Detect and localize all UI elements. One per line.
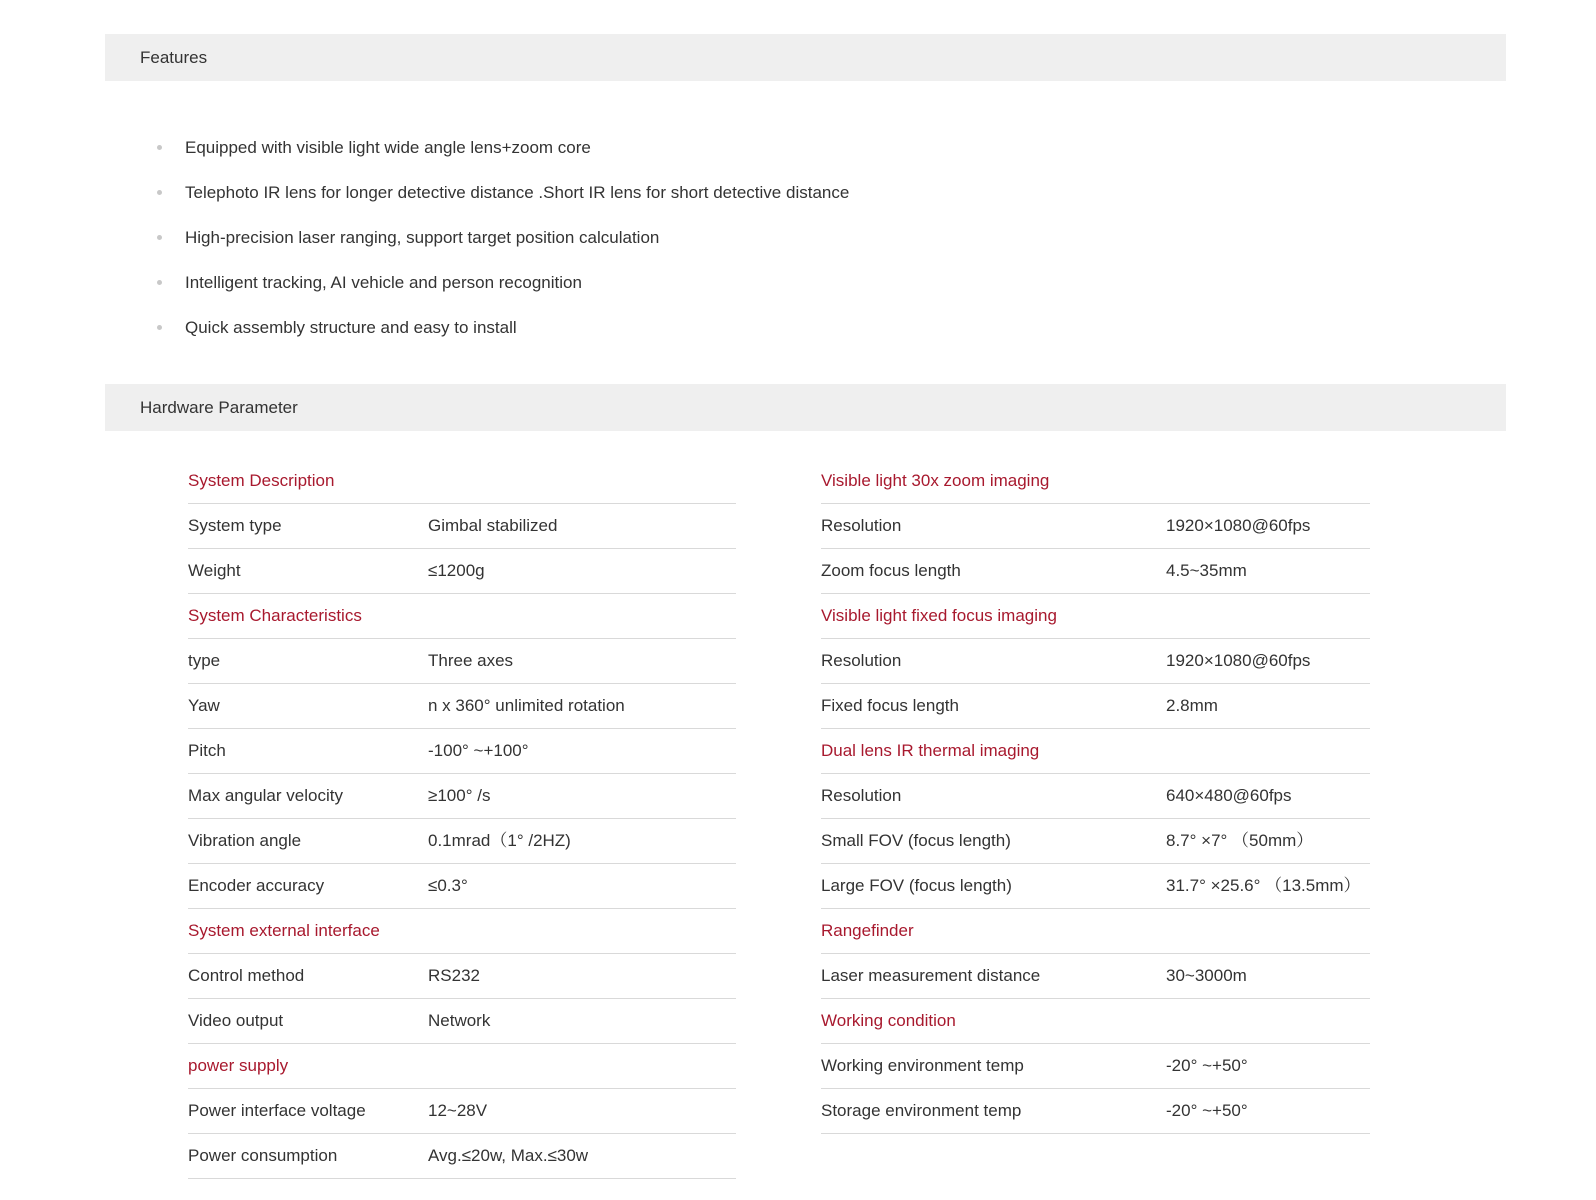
feature-text: Intelligent tracking, AI vehicle and person recognition <box>185 273 582 292</box>
spec-row <box>188 504 736 549</box>
spec-row <box>821 639 1370 684</box>
spec-row <box>821 1089 1370 1134</box>
spec-label: Large FOV (focus length) <box>821 876 1012 895</box>
spec-column-right <box>821 459 1370 1134</box>
features-section-header <box>105 34 1506 81</box>
spec-label: Fixed focus length <box>821 696 959 715</box>
spec-group-title: Dual lens IR thermal imaging <box>821 729 1370 774</box>
spec-row <box>188 639 736 684</box>
spec-value: Avg.≤20w, Max.≤30w <box>428 1146 589 1165</box>
spec-label: Laser measurement distance <box>821 966 1041 985</box>
spec-value: 1920×1080@60fps <box>1166 516 1311 535</box>
spec-row <box>188 774 736 819</box>
spec-group-title: Visible light 30x zoom imaging <box>821 459 1370 504</box>
spec-value: 4.5~35mm <box>1166 561 1247 580</box>
spec-value: 1920×1080@60fps <box>1166 651 1311 670</box>
bullet-icon <box>157 235 162 240</box>
spec-value: -20° ~+50° <box>1166 1101 1248 1120</box>
spec-label: Resolution <box>821 516 902 535</box>
spec-value: 8.7° ×7° （50mm） <box>1166 831 1314 850</box>
spec-row <box>188 729 736 774</box>
spec-label: Power consumption <box>188 1146 338 1165</box>
features-title: Features <box>140 48 208 67</box>
spec-row <box>821 864 1370 909</box>
feature-text: Quick assembly structure and easy to install <box>185 318 517 337</box>
spec-group-title: power supply <box>188 1044 736 1089</box>
spec-group-title: Visible light fixed focus imaging <box>821 594 1370 639</box>
spec-row <box>188 1089 736 1134</box>
spec-label: Yaw <box>188 696 220 715</box>
spec-row <box>821 684 1370 729</box>
spec-label: type <box>188 651 221 670</box>
spec-row <box>821 774 1370 819</box>
spec-row <box>821 954 1370 999</box>
spec-value: Three axes <box>428 651 514 670</box>
spec-row <box>188 999 736 1044</box>
spec-row <box>821 549 1370 594</box>
spec-value: 640×480@60fps <box>1166 786 1292 805</box>
spec-value: ≤0.3° <box>428 876 468 895</box>
spec-label: System type <box>188 516 282 535</box>
spec-value: RS232 <box>428 966 480 985</box>
feature-item <box>155 215 849 260</box>
feature-text: Equipped with visible light wide angle lens+zoom core <box>185 138 591 157</box>
spec-label: Power interface voltage <box>188 1101 366 1120</box>
spec-label: Max angular velocity <box>188 786 343 805</box>
spec-row <box>188 1134 736 1179</box>
feature-text: High-precision laser ranging, support target position calculation <box>185 228 660 247</box>
spec-label: Control method <box>188 966 305 985</box>
bullet-icon <box>157 280 162 285</box>
spec-column-left <box>188 459 736 1179</box>
spec-row <box>188 954 736 999</box>
spec-row <box>821 1044 1370 1089</box>
spec-value: ≤1200g <box>428 561 485 580</box>
spec-label: Vibration angle <box>188 831 302 850</box>
spec-label: Resolution <box>821 651 902 670</box>
feature-item <box>155 260 849 305</box>
hardware-title: Hardware Parameter <box>140 398 298 417</box>
spec-group-title: Rangefinder <box>821 909 1370 954</box>
spec-group-title: System Characteristics <box>188 594 736 639</box>
spec-value: 2.8mm <box>1166 696 1218 715</box>
spec-value: -20° ~+50° <box>1166 1056 1248 1075</box>
bullet-icon <box>157 145 162 150</box>
spec-label: Encoder accuracy <box>188 876 325 895</box>
hardware-section-header <box>105 384 1506 431</box>
spec-label: Small FOV (focus length) <box>821 831 1011 850</box>
spec-value: ≥100° /s <box>428 786 491 805</box>
spec-row <box>188 549 736 594</box>
spec-value: -100° ~+100° <box>428 741 529 760</box>
feature-item <box>155 170 849 215</box>
spec-value: Network <box>428 1011 491 1030</box>
feature-item <box>155 125 849 170</box>
spec-label: Working environment temp <box>821 1056 1024 1075</box>
spec-row <box>188 684 736 729</box>
spec-label: Zoom focus length <box>821 561 961 580</box>
spec-label: Pitch <box>188 741 226 760</box>
feature-text: Telephoto IR lens for longer detective distance .Short IR lens for short detective distance <box>185 183 850 202</box>
spec-group-title: System Description <box>188 459 736 504</box>
features-list <box>155 125 849 350</box>
spec-value: n x 360° unlimited rotation <box>428 696 625 715</box>
spec-value: 0.1mrad（1° /2HZ) <box>428 831 571 850</box>
spec-label: Video output <box>188 1011 284 1030</box>
spec-row <box>188 864 736 909</box>
spec-group-title: Working condition <box>821 999 1370 1044</box>
bullet-icon <box>157 190 162 195</box>
spec-row <box>821 819 1370 864</box>
spec-value: 12~28V <box>428 1101 488 1120</box>
spec-value: 31.7° ×25.6° （13.5mm） <box>1166 876 1361 895</box>
spec-label: Weight <box>188 561 241 580</box>
spec-group-title: System external interface <box>188 909 736 954</box>
spec-value: Gimbal stabilized <box>428 516 558 535</box>
spec-value: 30~3000m <box>1166 966 1247 985</box>
feature-item <box>155 305 849 350</box>
spec-row <box>821 504 1370 549</box>
spec-label: Resolution <box>821 786 902 805</box>
bullet-icon <box>157 325 162 330</box>
spec-label: Storage environment temp <box>821 1101 1022 1120</box>
spec-row <box>188 819 736 864</box>
